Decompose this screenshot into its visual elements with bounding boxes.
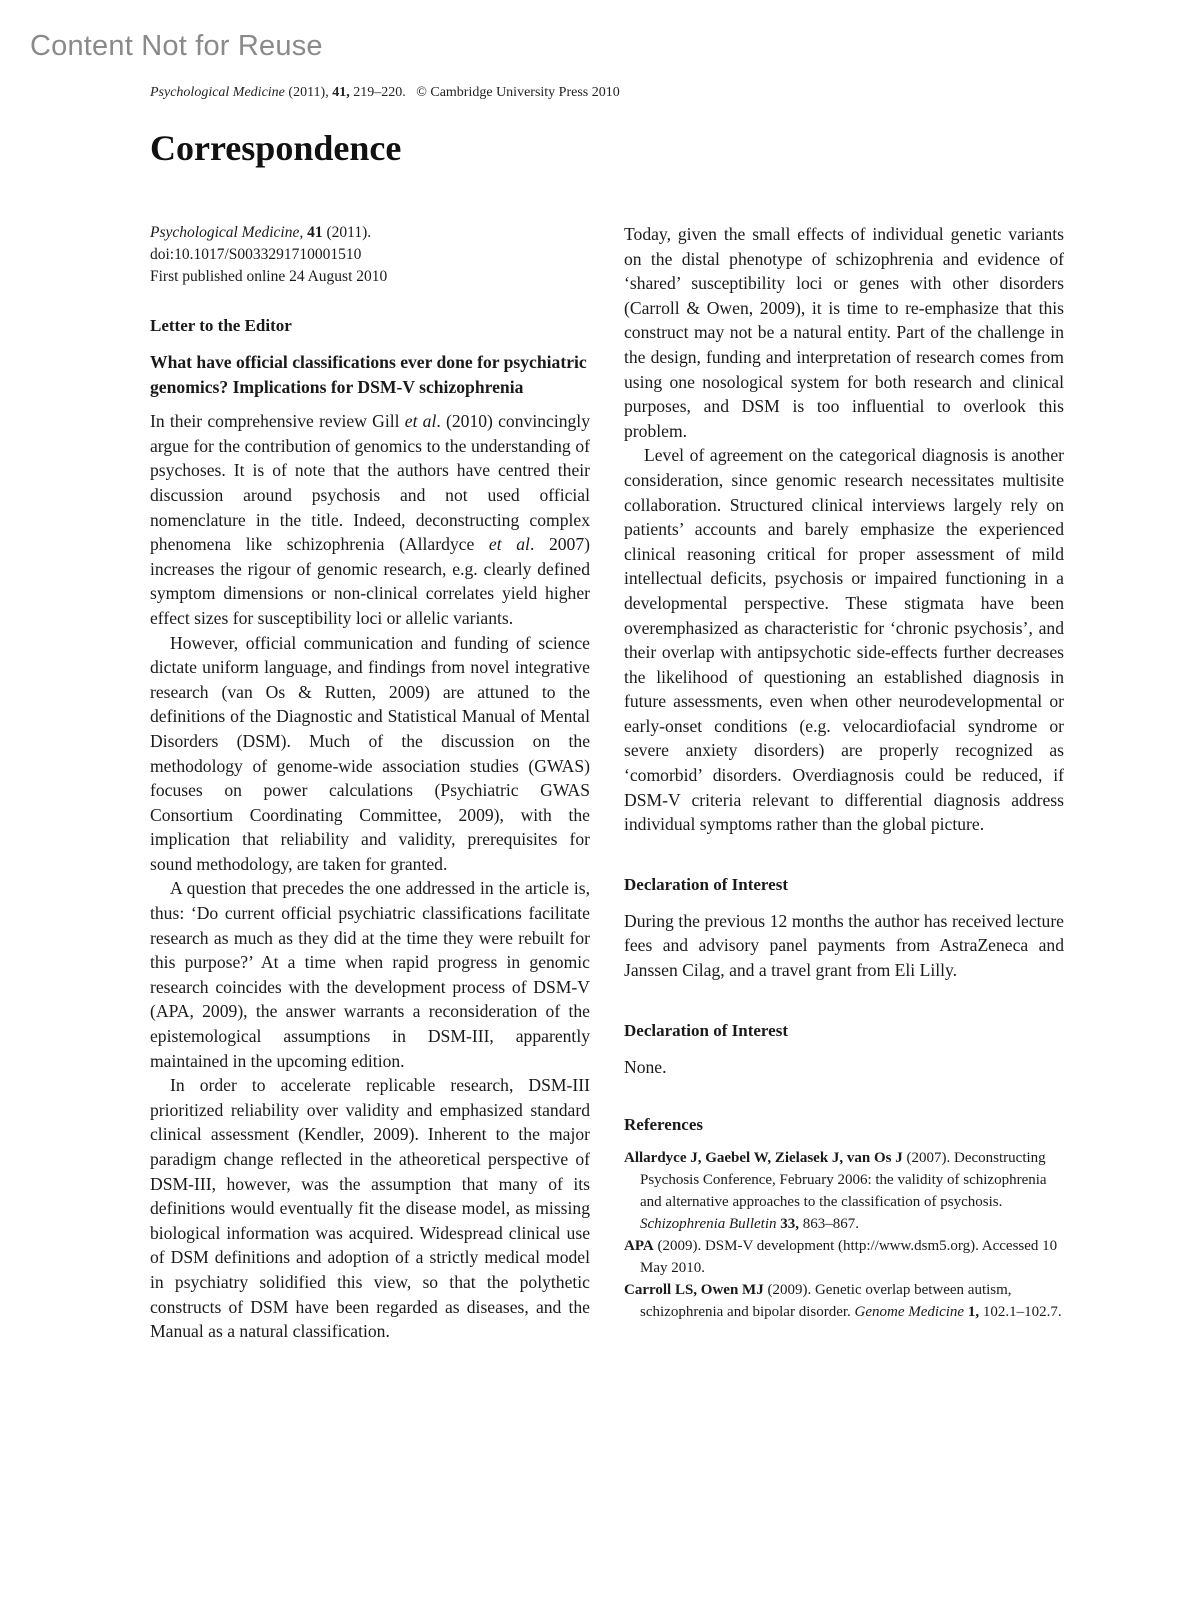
ref-year: (2009). — [653, 1238, 702, 1255]
article-published-date: First published online 24 August 2010 — [150, 268, 388, 285]
running-head-volume: 41, — [332, 85, 350, 100]
ref-authors: Allardyce J, Gaebel W, Zielasek J, van Os J — [624, 1150, 903, 1167]
body-paragraph-6: Level of agreement on the categorical diagnosis is another consideration, since genomic research necessitates multisite collaboration. Structured clinical interviews largely rely on patients’ accounts and barely emphasize the experienced clinical reasoning critical for proper assessment of mild intellectual deficits, psychosis or impaired functioning in a developmental perspective. These stigmata have been overemphasized as characteristic for ‘chronic psychosis’, and their overlap with antipsychotic side-effects further decreases the likelihood of questioning an established diagnosis in future assessments, even when other neurodevelopmental or early-onset conditions (e.g. velocardiofacial syndrome or severe anxiety disorders) are properly recognized as ‘comorbid’ disorders. Overdiagnosis could be reduced, if DSM-V criteria relevant to differential diagnosis address individual symptoms rather than the global picture. — [624, 445, 1064, 835]
running-head — [150, 85, 620, 101]
meta-year: (2011). — [326, 224, 372, 241]
left-column — [150, 222, 590, 1344]
ref-journal: Genome Medicine — [854, 1304, 965, 1321]
ref-authors: APA — [624, 1238, 654, 1255]
body-paragraph-2: However, official communication and funding of science dictate uniform language, and findings from novel integrative research (van Os & Rutten, 2009) are attuned to the definitions of the Diagnostic and Statistical Manual of Mental Disorders (DSM). Much of the discussion on the methodology of genome-wide association studies (GWAS) focuses on power calculations (Psychiatric GWAS Consortium Coordinating Committee, 2009), with the implication that reliability and validity, prerequisites for sound methodology, are taken for granted. — [150, 632, 590, 874]
declaration-text-1: During the previous 12 months the author has received lecture fees and advisory panel payments from AstraZeneca and Janssen Cilag, and a travel grant from Eli Lilly. — [624, 910, 1064, 981]
ref-journal: Schizophrenia Bulletin — [640, 1216, 777, 1233]
p1-text-c: . 2007) increases the rigour of genomic research, e.g. clearly defined symptom dimensions or non-clinical correlates yield higher effect sizes for susceptibility loci or allelic variants. — [150, 534, 591, 628]
article-meta-journal-line — [150, 222, 590, 244]
running-head-copyright: © Cambridge University Press 2010 — [416, 85, 620, 100]
reference-item — [624, 1279, 1064, 1323]
ref-year: (2009). — [763, 1282, 812, 1299]
p1-text-b: . (2010) convincingly argue for the contribution of genomics to the understanding of psychoses. It is of note that the authors have centred their discussion around psychosis and not used official nomenclature in the title. Indeed, deconstructing complex phenomena like schizophrenia (Allardyce — [150, 411, 590, 555]
ref-text: Deconstructing Psychosis Conference, February 2006: the validity of schizophrenia and alternative approaches to the classification of psychosis. — [640, 1150, 1047, 1211]
p1-text-a: In their comprehensive review Gill — [150, 411, 405, 432]
ref-year: (2007). — [902, 1150, 951, 1167]
declaration-heading-1: Declaration of Interest — [624, 874, 788, 894]
watermark: Content Not for Reuse — [30, 30, 323, 62]
reference-item — [624, 1147, 1064, 1235]
ref-text: Genetic overlap between autism, schizophrenia and bipolar disorder. — [640, 1282, 1012, 1321]
declaration-heading-2: Declaration of Interest — [624, 1020, 788, 1040]
page-title: Correspondence — [150, 128, 402, 168]
article-doi: doi:10.1017/S0033291710001510 — [150, 246, 362, 263]
ref-authors: Carroll LS, Owen MJ — [624, 1282, 764, 1299]
body-paragraph-1 — [150, 409, 590, 630]
declaration-text-2: None. — [624, 1056, 667, 1077]
body-paragraph-4: In order to accelerate replicable research, DSM-III prioritized reliability over validity and emphasized standard clinical assessment (Kendler, 2009). Inherent to the major paradigm change reflected in the atheoretical perspective of DSM-III, however, was the assumption that many of its definitions would eventually fit the disease model, as missing biological information was acquired. Widespread clinical use of DSM definitions and adoption of a strictly medical model in psychiatry solidified this view, so that the polythetic constructs of DSM have been regarded as diseases, and the Manual as a natural classification. — [150, 1075, 590, 1342]
ref-text: DSM-V development (http://www.dsm5.org). Accessed 10 May 2010. — [640, 1238, 1058, 1277]
references-heading: References — [624, 1115, 703, 1135]
ref-volume: 33, — [776, 1216, 800, 1233]
body-paragraph-5: Today, given the small effects of individual genetic variants on the distal phenotype of schizophrenia and evidence of ‘shared’ susceptibility loci or genes with other disorders (Carroll & Owen, 2009), it is time to re-emphasize that this construct may not be a natural entity. Part of the challenge in the design, funding and interpretation of research comes from using one nosological system for both research and clinical purposes, and DSM is too influential to overlook this problem. — [624, 224, 1064, 441]
reference-item — [624, 1235, 1064, 1279]
running-head-journal: Psychological Medicine — [150, 85, 285, 100]
p1-etal: et al — [404, 411, 437, 432]
running-head-year: (2011), — [288, 85, 329, 100]
ref-pages: 102.1–102.7. — [979, 1304, 1062, 1321]
body-paragraph-3: A question that precedes the one addressed in the article is, thus: ‘Do current official psychiatric classifications facilitate research as much as they did at the time they were rebuilt for this purpose?’ At a time when rapid progress in genomic research coincides with the development process of DSM-V (APA, 2009), the answer warrants a reconsideration of the epistemological assumptions in DSM-III, apparently maintained in the upcoming edition. — [150, 878, 590, 1071]
meta-journal: Psychological Medicine, — [150, 224, 304, 241]
letter-title: What have official classifications ever done for psychiatric genomics? Implications for DSM-V schizophrenia — [150, 352, 587, 397]
right-column — [624, 222, 1064, 1323]
ref-volume: 1, — [964, 1304, 980, 1321]
meta-volume: 41 — [307, 224, 323, 241]
section-label: Letter to the Editor — [150, 316, 292, 335]
running-head-pages: 219–220. — [353, 85, 406, 100]
p1-etal-2: et al — [488, 534, 530, 555]
ref-pages: 863–867. — [799, 1216, 860, 1233]
